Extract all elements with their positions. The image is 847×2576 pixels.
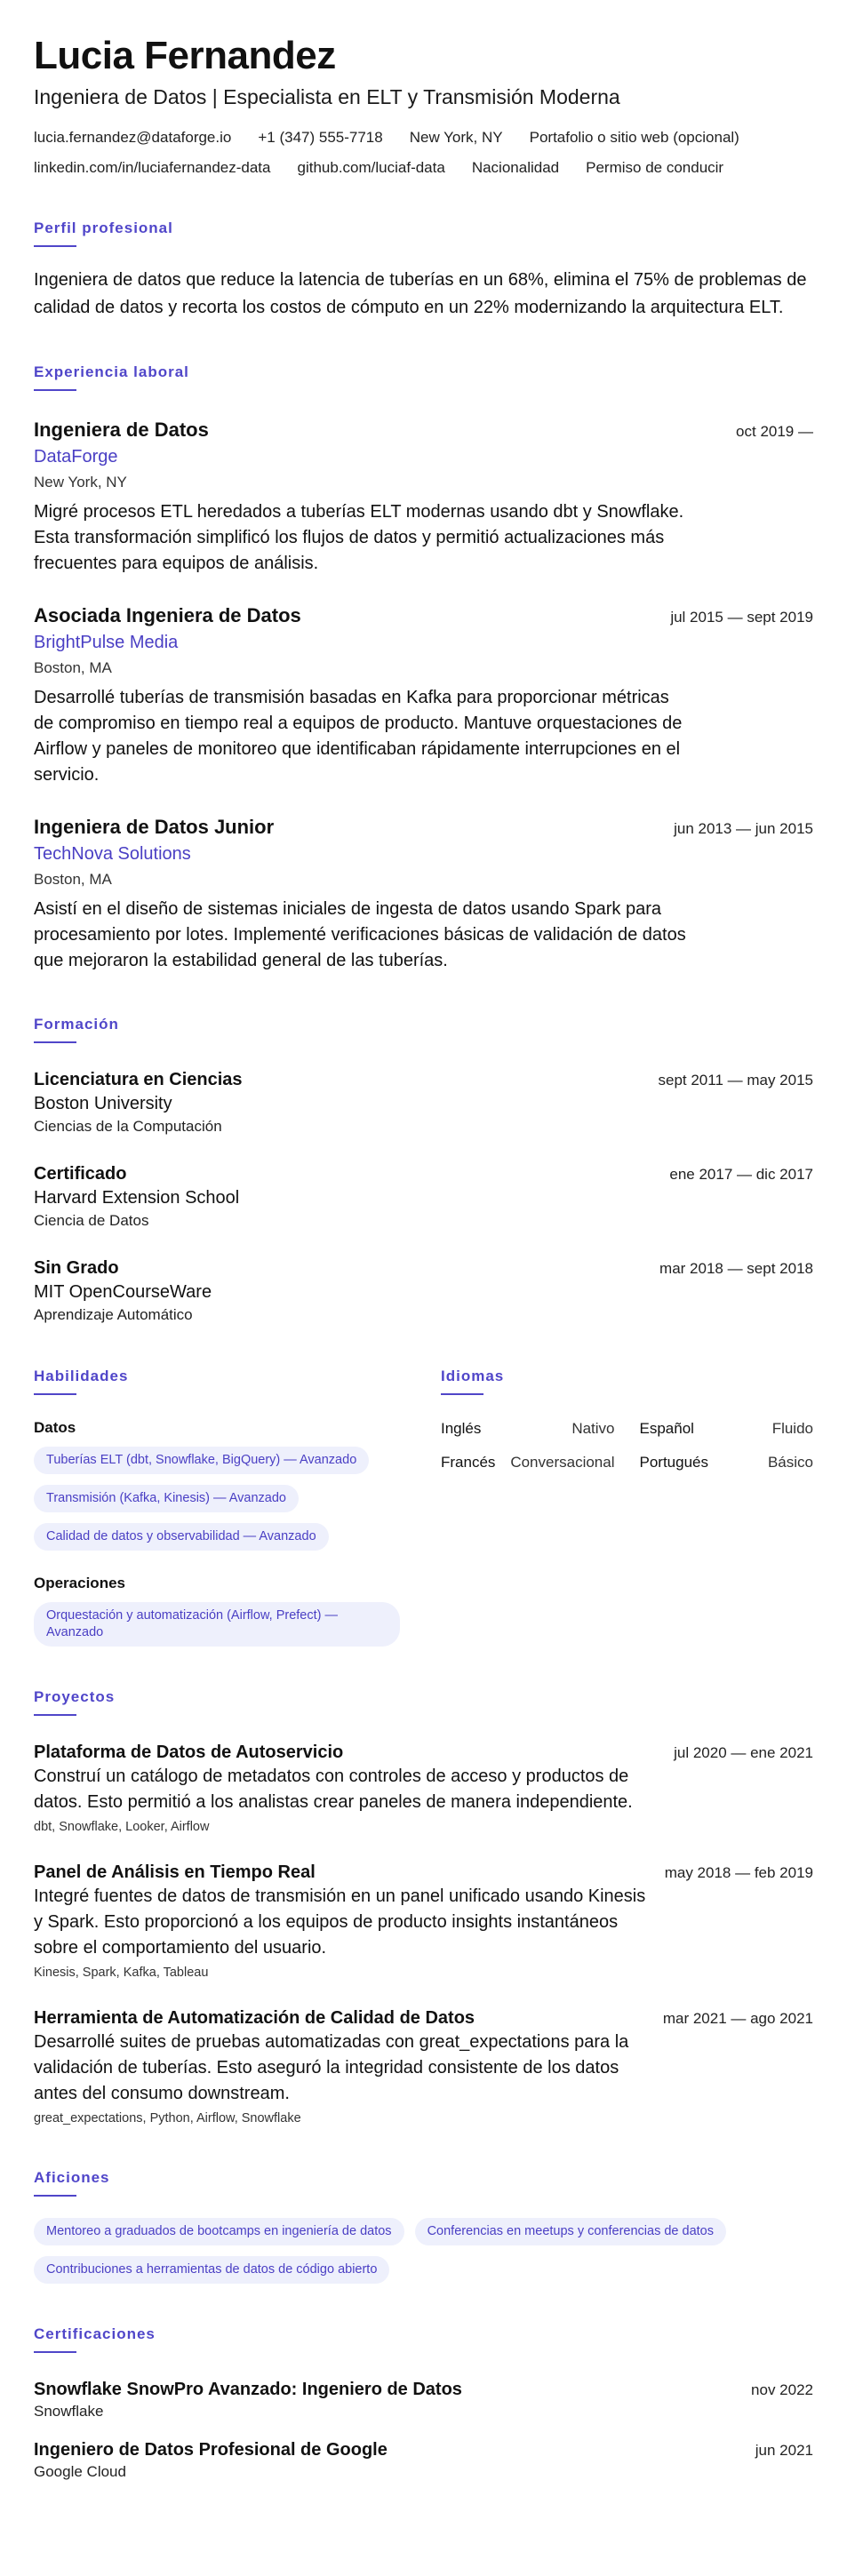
section-divider — [34, 1393, 76, 1395]
section-divider — [34, 389, 76, 391]
certifications-section — [34, 2325, 813, 2483]
education-field: Aprendizaje Automático — [34, 1306, 193, 1323]
language-name: Inglés — [441, 1420, 482, 1437]
skills-languages-row — [34, 1367, 813, 1647]
projects-section — [34, 1687, 813, 2127]
project-dates: may 2018 — feb 2019 — [664, 1864, 813, 1881]
job-dates: jul 2015 — sept 2019 — [670, 609, 813, 626]
project-description: Construí un catálogo de metadatos con controles de acceso y productos de datos. Esto permitió a los analistas crear paneles de manera independiente. — [34, 1767, 633, 1812]
project-tech: Kinesis, Spark, Kafka, Tableau — [34, 1966, 209, 1980]
education-entry — [34, 1068, 813, 1137]
skill-group-title: Datos — [34, 1419, 76, 1436]
project-title: Panel de Análisis en Tiempo Real — [34, 1862, 316, 1882]
project-description: Integré fuentes de datos de transmisión en un panel unificado usando Kinesis y Spark. Esto proporcionó a los equipos de producto insights instantáneos sobre el comportamiento del usuario. — [34, 1886, 646, 1958]
job-description: Migré procesos ETL heredados a tuberías ELT modernas usando dbt y Snowflake. Esta transformación simplificó los flujos de datos y permitió actualizaciones más frecuentes para equipos de análisis. — [34, 502, 684, 573]
section-title: Habilidades — [34, 1368, 129, 1384]
project-entry — [34, 2006, 813, 2127]
education-entry — [34, 1256, 813, 1326]
language-level: Básico — [767, 1454, 813, 1471]
certification-title: Ingeniero de Datos Profesional de Google — [34, 2440, 388, 2460]
education-dates: mar 2018 — sept 2018 — [659, 1260, 813, 1277]
experience-section — [34, 363, 813, 974]
education-degree: Sin Grado — [34, 1258, 119, 1278]
language-level: Nativo — [571, 1420, 615, 1437]
section-title: Certificaciones — [34, 2325, 156, 2342]
section-title: Aficiones — [34, 2169, 110, 2186]
languages-section — [441, 1367, 813, 1647]
contact-nationality: Nacionalidad — [471, 159, 560, 176]
section-title: Formación — [34, 1016, 119, 1033]
section-title: Perfil profesional — [34, 219, 173, 236]
contact-linkedin[interactable]: linkedin.com/in/luciafernandez-data — [34, 159, 271, 176]
project-title: Herramienta de Automatización de Calidad de Datos — [34, 2008, 475, 2028]
job-description: Asistí en el diseño de sistemas iniciales de ingesta de datos usando Spark para procesamiento por lotes. Implementé verificaciones básicas de validación de datos que mejoraron la estabilidad general de las tuberías. — [34, 899, 686, 970]
language-name: Español — [639, 1420, 694, 1437]
section-divider — [441, 1393, 483, 1395]
language-name: Francés — [441, 1454, 496, 1471]
contact-portfolio[interactable]: Portafolio o sitio web (opcional) — [529, 129, 739, 146]
project-entry — [34, 1861, 813, 1982]
job-entry — [34, 418, 813, 577]
section-title: Proyectos — [34, 1688, 116, 1705]
certification-date: nov 2022 — [751, 2381, 813, 2398]
language-item — [441, 1452, 615, 1473]
skill-pill-list — [34, 1602, 407, 1647]
contact-row-1 — [34, 128, 813, 148]
education-degree: Licenciatura en Ciencias — [34, 1070, 243, 1089]
job-location: Boston, MA — [34, 659, 112, 676]
job-entry — [34, 815, 813, 974]
skills-section — [34, 1367, 407, 1647]
language-level: Conversacional — [510, 1454, 615, 1471]
skill-pill: Tuberías ELT (dbt, Snowflake, BigQuery) — Avanzado — [34, 1447, 369, 1474]
candidate-name: Lucia Fernandez — [34, 34, 336, 77]
hobbies-section — [34, 2168, 813, 2284]
section-divider — [34, 1714, 76, 1716]
summary-section — [34, 219, 813, 322]
job-dates: oct 2019 — — [736, 423, 813, 440]
skill-pill: Calidad de datos y observabilidad — Avanzado — [34, 1523, 329, 1551]
contact-github[interactable]: github.com/luciaf-data — [297, 159, 445, 176]
education-entry — [34, 1162, 813, 1232]
hobby-pill: Mentoreo a graduados de bootcamps en ingeniería de datos — [34, 2218, 404, 2245]
language-grid — [441, 1418, 813, 1473]
hobby-pill: Contribuciones a herramientas de datos de código abierto — [34, 2256, 389, 2284]
hobby-pill-list — [34, 2218, 813, 2284]
project-dates: mar 2021 — ago 2021 — [662, 2010, 813, 2027]
job-company: TechNova Solutions — [34, 844, 191, 864]
language-item — [640, 1452, 814, 1473]
education-section — [34, 1015, 813, 1326]
job-location: Boston, MA — [34, 871, 112, 888]
job-entry — [34, 603, 813, 788]
job-location: New York, NY — [34, 474, 127, 490]
project-tech: great_expectations, Python, Airflow, Snowflake — [34, 2111, 301, 2125]
section-divider — [34, 2351, 76, 2353]
certification-date: jun 2021 — [755, 2442, 813, 2459]
certification-entry — [34, 2378, 813, 2422]
section-divider — [34, 1041, 76, 1043]
job-company: BrightPulse Media — [34, 633, 179, 652]
summary-text: Ingeniera de datos que reduce la latencia de tuberías en un 68%, elimina el 75% de problemas de calidad de datos y recorta los costos de cómputo en un 22% modernizando la arquitectura ELT. — [34, 270, 807, 317]
project-title: Plataforma de Datos de Autoservicio — [34, 1743, 344, 1762]
skill-group-title: Operaciones — [34, 1575, 125, 1591]
contact-driving-license: Permiso de conducir — [586, 159, 724, 176]
section-title: Experiencia laboral — [34, 363, 189, 380]
project-description: Desarrollé suites de pruebas automatizadas con great_expectations para la validación de tuberías. Esto aseguró la integridad consistente de los datos antes del consumo downstream. — [34, 2032, 629, 2103]
section-divider — [34, 245, 76, 247]
contact-location: New York, NY — [409, 129, 503, 146]
certification-issuer: Google Cloud — [34, 2463, 126, 2480]
section-divider — [34, 2195, 76, 2197]
hobby-pill: Conferencias en meetups y conferencias de datos — [415, 2218, 726, 2245]
skill-pill-list — [34, 1447, 407, 1551]
section-title: Idiomas — [441, 1368, 505, 1384]
certification-entry — [34, 2438, 813, 2483]
resume-header — [34, 34, 813, 178]
language-item — [640, 1418, 814, 1440]
education-dates: sept 2011 — may 2015 — [658, 1072, 813, 1089]
project-tech: dbt, Snowflake, Looker, Airflow — [34, 1820, 210, 1834]
project-entry — [34, 1741, 813, 1836]
job-description: Desarrollé tuberías de transmisión basadas en Kafka para proporcionar métricas de compromiso en tiempo real a equipos de producto. Mantuve orquestaciones de Airflow y paneles de monitoreo que identificaban rápidamente interrupciones en el servicio. — [34, 688, 683, 785]
job-title: Ingeniera de Datos — [34, 419, 209, 441]
language-level: Fluido — [771, 1420, 813, 1437]
education-field: Ciencia de Datos — [34, 1212, 149, 1229]
job-title: Asociada Ingeniera de Datos — [34, 604, 301, 626]
education-school: Harvard Extension School — [34, 1188, 240, 1208]
education-degree: Certificado — [34, 1164, 127, 1184]
education-school: Boston University — [34, 1094, 172, 1113]
education-school: MIT OpenCourseWare — [34, 1282, 212, 1302]
candidate-tagline: Ingeniera de Datos | Especialista en ELT y Transmisión Moderna — [34, 85, 620, 108]
certification-issuer: Snowflake — [34, 2403, 104, 2420]
certification-title: Snowflake SnowPro Avanzado: Ingeniero de Datos — [34, 2380, 462, 2399]
education-field: Ciencias de la Computación — [34, 1118, 222, 1135]
job-dates: jun 2013 — jun 2015 — [674, 820, 813, 837]
skill-pill: Transmisión (Kafka, Kinesis) — Avanzado — [34, 1485, 299, 1512]
skill-pill: Orquestación y automatización (Airflow, Prefect) — Avanzado — [34, 1602, 400, 1647]
job-title: Ingeniera de Datos Junior — [34, 816, 275, 838]
language-item — [441, 1418, 615, 1440]
job-company: DataForge — [34, 447, 118, 467]
education-dates: ene 2017 — dic 2017 — [669, 1166, 813, 1183]
contact-phone[interactable]: +1 (347) 555-7718 — [258, 129, 383, 146]
contact-email[interactable]: lucia.fernandez@dataforge.io — [34, 129, 232, 146]
language-name: Portugués — [639, 1454, 708, 1471]
contact-row-2 — [34, 158, 813, 178]
project-dates: jul 2020 — ene 2021 — [674, 1744, 813, 1761]
